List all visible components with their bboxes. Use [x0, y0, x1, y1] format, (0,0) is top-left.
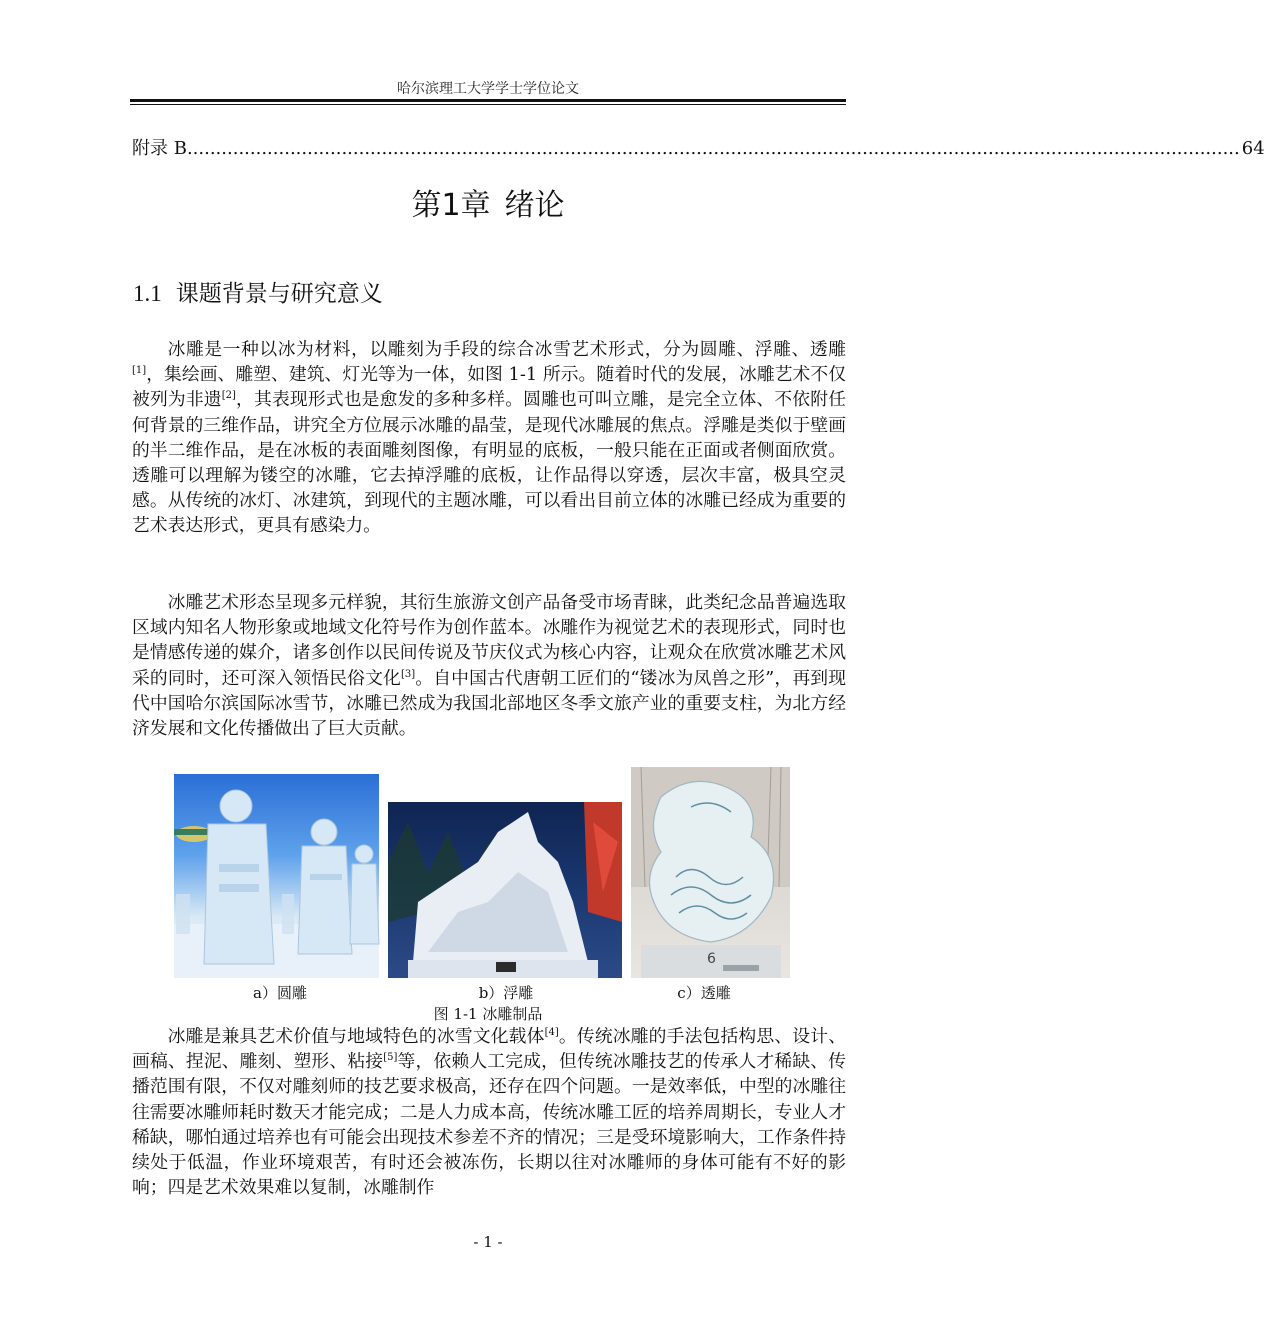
citation-3[interactable]: [3]: [400, 668, 416, 680]
paragraph-text: ，其表现形式也是愈发的多种多样。圆雕也可叫立雕，是完全立体、不依附任何背景的三维作品，讲究全方位展示冰雕的晶莹，是现代冰雕展的焦点。浮雕是类似于壁画的半二维作品，是在冰板的表面雕刻图像，有明显的底板，一般只能在正面或者侧面欣赏。透雕可以理解为镂空的冰雕，它去掉浮雕的底板，让作品得以穿透，层次丰富，极具空灵感。从传统的冰灯、冰建筑，到现代的主题冰雕，可以看出目前立体的冰雕已经成为重要的艺术表达形式，更具有感染力。: [132, 389, 846, 537]
citation-5[interactable]: [5]: [383, 1052, 398, 1064]
running-header: 哈尔滨理工大学学士学位论文: [397, 81, 579, 97]
paragraph-text: 冰雕是兼具艺术价值与地域特色的冰雪文化载体: [167, 1026, 545, 1047]
round-sculpture-photo: [174, 774, 379, 978]
body-paragraph-1: [132, 337, 846, 539]
photo-mark-number: 6: [707, 951, 716, 967]
chapter-number: 第1章: [411, 188, 491, 223]
figure-title: 图 1-1 冰雕制品: [433, 1005, 543, 1023]
paragraph-text: 冰雕是一种以冰为材料，以雕刻为手段的综合冰雪艺术形式，分为圆雕、浮雕、透雕: [167, 339, 846, 360]
page-number: - 1 -: [473, 1233, 503, 1251]
relief-sculpture-photo: [388, 802, 622, 978]
section-heading: [133, 275, 383, 308]
toc-entry-appendix-b[interactable]: [132, 134, 1265, 160]
toc-leader-dots: ........................................................................................................................................................................................: [186, 138, 1240, 159]
header-rule-thin: [130, 104, 846, 105]
header-rule-thick: [130, 99, 846, 102]
chapter-heading: [130, 180, 846, 224]
toc-entry-page: 64: [1241, 138, 1265, 159]
paragraph-text: 。传统冰雕的手法包括构思、设计、画稿、捏泥、雕刻、塑形、粘接: [132, 1026, 846, 1073]
paragraph-text: 冰雕艺术形态呈现多元样貌，其衍生旅游文创产品备受市场青睐，此类纪念品普遍选取区域内知名人物形象或地域文化符号作为创作蓝本。冰雕作为视觉艺术的表现形式，同时也是情感传递的媒介，诸多创作以民间传说及节庆仪式为核心内容，让观众在欣赏冰雕艺术风采的同时，还可深入领悟民俗文化: [132, 592, 846, 689]
citation-2[interactable]: [2]: [221, 390, 236, 402]
figure-caption-c: c）透雕: [677, 984, 731, 1002]
toc-entry-label: 附录 B: [132, 138, 187, 159]
chapter-title: 绪论: [504, 188, 565, 223]
section-number: 1.1: [133, 281, 162, 306]
paragraph-text: 等，依赖人工完成，但传统冰雕技艺的传承人才稀缺、传播范围有限，不仅对雕刻师的技艺要求极高，还存在四个问题。一是效率低，中型的冰雕往往需要冰雕师耗时数天才能完成；二是人力成本高，传统冰雕工匠的培养周期长，专业人才稀缺，哪怕通过培养也有可能会出现技术参差不齐的情况；三是受环境影响大，工作条件持续处于低温，作业环境艰苦，有时还会被冻伤，长期以往对冰雕师的身体可能有不好的影响；四是艺术效果难以复制，冰雕制作: [132, 1051, 846, 1199]
section-title: 课题背景与研究意义: [175, 281, 383, 307]
citation-4[interactable]: [4]: [544, 1027, 559, 1039]
body-paragraph-2: [132, 590, 846, 741]
figure-caption-a: a）圆雕: [253, 984, 307, 1002]
paragraph-text: 。自中国古代唐朝工匠们的“镂冰为凤兽之形”，再到现代中国哈尔滨国际冰雪节，冰雕已然成为我国北部地区冬季文旅产业的重要支柱，为北方经济发展和文化传播做出了巨大贡献。: [132, 667, 846, 740]
openwork-sculpture-photo: [631, 767, 790, 978]
body-paragraph-3: [132, 1024, 846, 1200]
citation-1[interactable]: [1]: [132, 365, 147, 377]
figure-caption-b: b）浮雕: [478, 984, 534, 1002]
paragraph-text: ，集绘画、雕塑、建筑、灯光等为一体，如图 1-1 所示。随着时代的发展，冰雕艺术不仅被列为非遗: [132, 364, 846, 411]
